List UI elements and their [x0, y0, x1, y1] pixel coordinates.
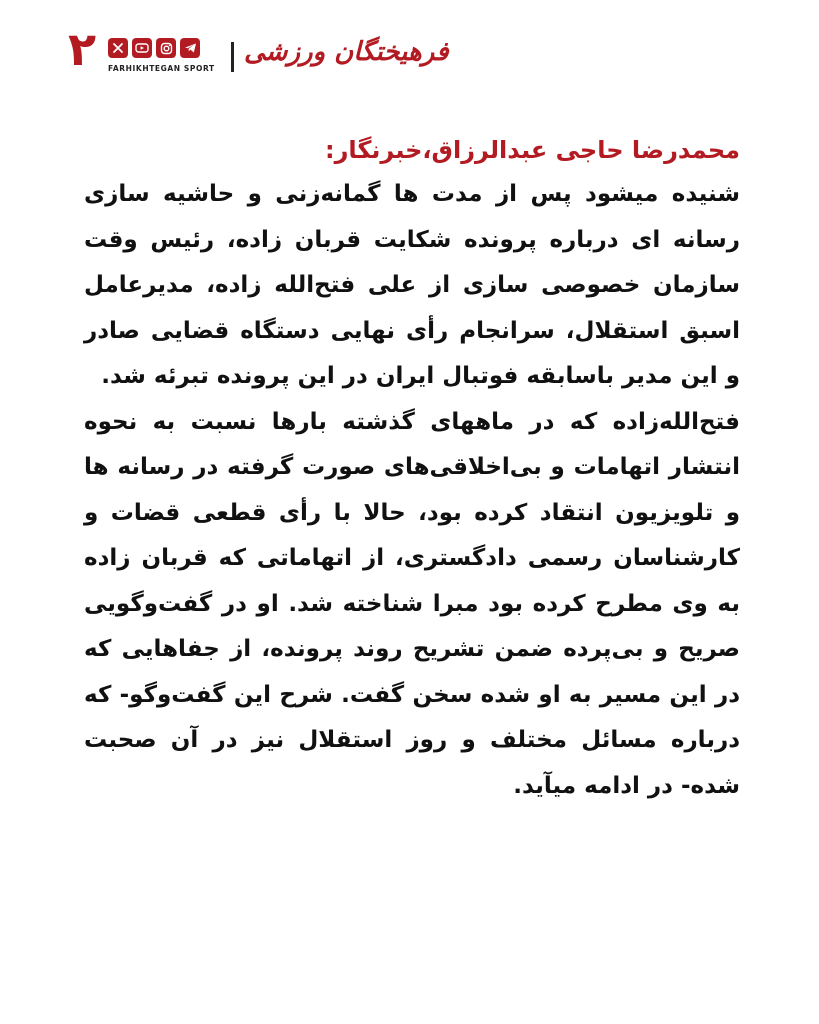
paragraph-1: شنیده میشود پس از مدت ها گمانه‌زنی و حاشیه سازی رسانه ای درباره پرونده شکایت قربان زاده، رئیس وقت سازمان خصوصی سازی از علی فتح‌الله زاده، مدیرعامل اسبق استقلال، سرانجام رأی نهایی دستگاه قضایی صادر و این مدیر باسابقه فوتبال ایران در این پرونده تبرئه شد. — [84, 181, 740, 389]
brand-english-name: FARHIKHTEGAN SPORT — [108, 64, 215, 73]
social-icons — [108, 38, 200, 58]
page-number: ۲ — [68, 22, 97, 76]
author-byline: محمدرضا حاجی عبدالرزاق،خبرنگار: — [325, 136, 740, 164]
youtube-icon[interactable] — [132, 38, 152, 58]
x-icon[interactable] — [108, 38, 128, 58]
header-divider — [231, 42, 234, 72]
paragraph-2: فتح‌الله‌زاده که در ماههای گذشته بارها نسبت به نحوه انتشار اتهامات و بی‌اخلاقی‌های صورت گرفته در رسانه ها و تلویزیون انتقاد کرده بود، حالا با رأی قطعی قضات و کارشناسان رسمی دادگستری، از اتهاماتی که قربان زاده به وی مطرح کرده بود مبرا شناخته شد. او در گفت‌وگویی صریح و بی‌پرده ضمن تشریح روند پرونده، از جفاهایی که در این مسیر به او شده سخن گفت. شرح این گفت‌وگو- که درباره مسائل مختلف و روز استقلال نیز در آن صحبت شده- در ادامه میآید. — [84, 408, 740, 799]
instagram-icon[interactable] — [156, 38, 176, 58]
telegram-icon[interactable] — [180, 38, 200, 58]
article-body — [84, 128, 740, 809]
page-header — [68, 22, 449, 82]
brand-logo: فرهیختگان ورزشی — [244, 37, 449, 67]
